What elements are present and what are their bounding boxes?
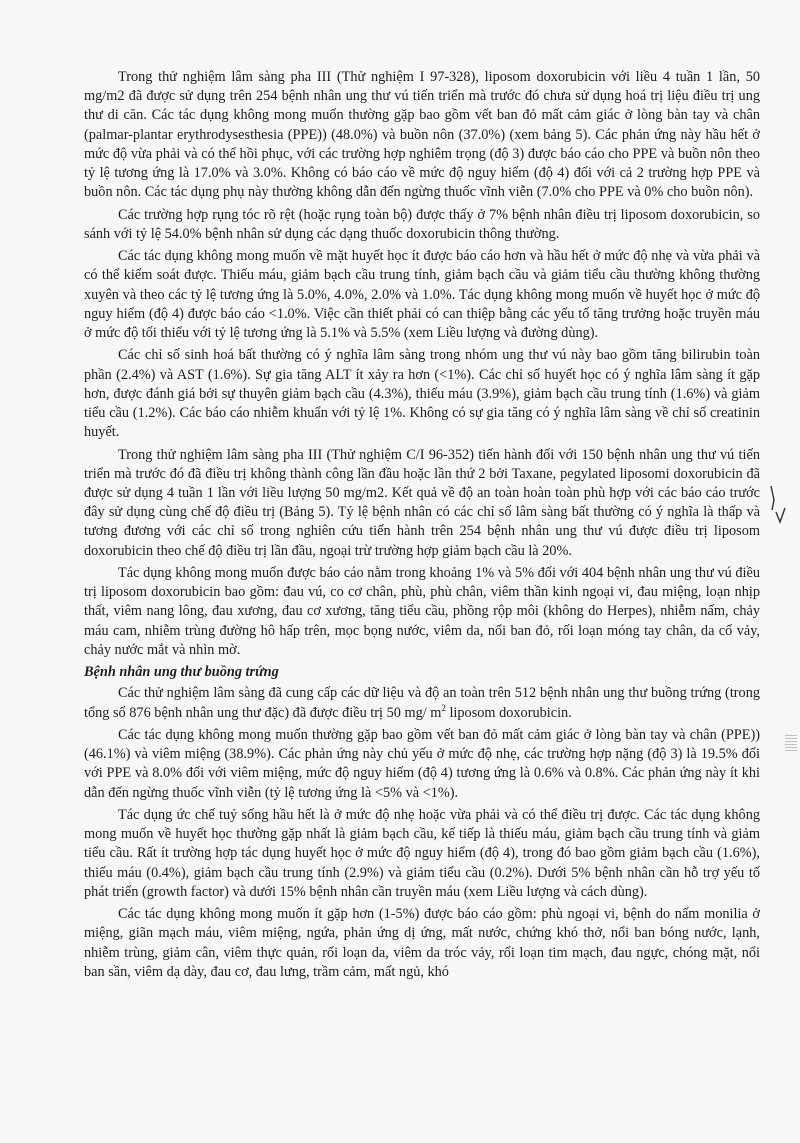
paragraph-ovarian-trials	[84, 684, 760, 722]
ovarian-trials-text-end: liposom doxorubicin.	[445, 704, 572, 721]
handwritten-check-mark-icon	[768, 482, 788, 530]
section-heading-ovarian-cancer: Bệnh nhân ung thư buồng trứng	[84, 664, 279, 681]
paragraph-ovarian-uncommon-effects: Các tác dụng không mong muốn ít gặp hơn (1-5%) được báo cáo gồm: phù ngoại vi, bệnh do nấm monilia ở miệng, giãn mạch máu, viêm miệng, ngứa, phản ứng dị ứng, mất nước, chứng khó thở, nổi ban bóng nước, lạnh, nhiễm trùng, giảm cân, viêm thực quản, rối loạn da, viêm da tróc vảy, rối loạn tim mạch, đau ngực, chóng mặt, nổi ban sần, viêm dạ dày, đau cơ, đau lưng, trầm cảm, mất ngủ, khó	[84, 906, 760, 980]
paragraph-trial-97-328: Trong thử nghiệm lâm sàng pha III (Thử nghiệm I 97-328), liposom doxorubicin với liều 4 tuần 1 lần, 50 mg/m2 đã được sử dụng trên 254 bệnh nhân ung thư vú tiến triển mà trước đó chưa sử dụng hoá trị liệu điều trị ung thư di căn. Các tác dụng không mong muốn thường gặp bao gồm vết ban đỏ mất cảm giác ở lòng bàn tay và chân (palmar-plantar erythrodysesthesia (PPE)) (48.0%) và buồn nôn (37.0%) (xem bảng 5). Các phản ứng này hầu hết ở mức độ vừa phải và có thể hồi phục, với các trường hợp nghiêm trọng (độ 3) được báo cáo cho PPE và buồn nôn theo tỷ lệ tương ứng là 17.0% và 3.0%. Không có báo cáo về mức độ nguy hiểm (độ 4) đối với cả 2 trường hợp PPE và buồn nôn. Các tác dụng phụ này thường không dẫn đến ngừng thuốc vĩnh viễn (7.0% cho PPE và 0% cho buồn nôn).	[84, 69, 760, 201]
document-page	[84, 68, 760, 985]
paragraph-breast-cancer-adverse-effects: Tác dụng không mong muốn được báo cáo nằm trong khoảng 1% và 5% đối với 404 bệnh nhân ung thư vú điều trị liposom doxorubicin bao gồm: đau vú, co cơ chân, phù, phù chân, viêm thần kinh ngoại vi, đau miệng, loạn nhịp thất, viêm nang lông, đau xương, đau cơ xương, tăng tiểu cầu, phồng rộp môi (không do Herpes), nhiễm nấm, chảy máu cam, nhiễm trùng đường hô hấp trên, mọc bọng nước, viêm da, nổi ban đỏ, rối loạn móng tay chân, da cố vảy, chảy nước mắt và nhìn mờ.	[84, 565, 760, 658]
paragraph-ovarian-common-effects: Các tác dụng không mong muốn thường gặp bao gồm vết ban đỏ mất cảm giác ở lòng bàn tay và chân (PPE)) (46.1%) và viêm miệng (38.9%). Các phản ứng này chủ yếu ở mức độ nhẹ, các trường hợp nặng (độ 3) là 19.5% đối với PPE và 8.0% đối với viêm miệng, mức độ nguy hiểm (độ 4) tương ứng là 0.6% và 0.8%. Các phản ứng này ít khi dẫn đến ngừng thuốc vĩnh viễn (tỷ lệ tương ứng là <5% và <1%).	[84, 727, 760, 801]
superscript-2: 2	[441, 702, 446, 713]
paragraph-ovarian-myelosuppression: Tác dụng ức chế tuỷ sống hầu hết là ở mức độ nhẹ hoặc vừa phải và có thể điều trị được. Các tác dụng không mong muốn về huyết học thường gặp nhất là giảm bạch cầu, kế tiếp là thiếu máu, giảm bạch cầu trung tính và giảm tiểu cầu. Rất ít trường hợp tác dụng huyết học ở mức độ nguy hiểm (độ 4), trong đó bao gồm giảm bạch cầu (1.6%), thiếu máu (0.4%), giảm bạch cầu trung tính (2.9%) và giảm tiểu cầu (0.2%). Dưới 5% bệnh nhân cần hỗ trợ yếu tố phát triển (growth factor) và dưới 15% bệnh nhân cần truyền máu (xem Liều lượng và cách dùng).	[84, 807, 760, 900]
paragraph-trial-96-352: Trong thử nghiệm lâm sàng pha III (Thử nghiệm C/I 96-352) tiến hành đối với 150 bệnh nhân ung thư vú tiến triển mà trước đó đã điều trị không thành công lần đầu hoặc lần thứ 2 bởi Taxane, pegylated liposomi doxorubicin đã được sử dụng 4 tuần 1 lần với liều lượng 50 mg/m2. Kết quả về độ an toàn hoàn toàn phù hợp với các báo cáo trước đây sử dụng cùng chế độ điều trị (Bảng 5). Tỷ lệ bệnh nhân có các chỉ số lâm sàng bất thường có ý nghĩa là thấp và tương đương với các chỉ số trong nghiên cứu tiến hành trên 254 bệnh nhân ung thư vú được điều trị liposom doxorubicin theo chế độ điều trị lần đầu, ngoại trừ trường hợp giảm bạch cầu là 20%.	[84, 446, 760, 559]
paragraph-hematologic-effects: Các tác dụng không mong muốn về mặt huyết học ít được báo cáo hơn và hầu hết ở mức độ nhẹ và vừa phải và có thể kiểm soát được. Thiếu máu, giảm bạch cầu trung tính, giảm bạch cầu và giảm tiểu cầu thường không thường xuyên và theo các tỷ lệ tương ứng là 5.0%, 4.0%, 2.0% và 1.0%. Tác dụng không mong muốn về huyết học ở mức độ nguy hiểm (độ 4) được báo cáo <1.0%. Việc cần thiết phải có can thiệp bằng các yếu tố tăng trưởng hoặc truyền máu ở mức độ tối thiểu với tỷ lệ tương ứng là 5.1% và 5.5% (xem Liều lượng và đường dùng).	[84, 248, 760, 342]
scan-edge-smudge	[785, 735, 797, 751]
paragraph-biochemical-abnormalities: Các chỉ số sinh hoá bất thường có ý nghĩa lâm sàng trong nhóm ung thư vú này bao gồm tăng bilirubin toàn phần (2.4%) và AST (1.6%). Sự gia tăng ALT ít xảy ra hơn (<1%). Các chỉ số huyết học có ý nghĩa lâm sàng ít gặp hơn, được đánh giá bởi sự thuyên giảm bạch cầu (4.3%), thiếu máu (3.9%), giảm bạch cầu trung tính (1.6%) và giảm tiểu cầu (1.2%). Các báo cáo nhiễm khuẩn với tỷ lệ 1%. Không có sự gia tăng có ý nghĩa lâm sàng về chỉ số creatinin huyết.	[84, 347, 760, 441]
ovarian-trials-text: Các thử nghiệm lâm sàng đã cung cấp các dữ liệu và độ an toàn trên 512 bệnh nhân ung thư buồng trứng (trong tổng số 876 bệnh nhân ung thư đặc) đã được điều trị 50 mg/ m	[84, 685, 760, 721]
paragraph-alopecia: Các trường hợp rụng tóc rõ rệt (hoặc rụng toàn bộ) được thấy ở 7% bệnh nhân điều trị liposom doxorubicin, so sánh với tỷ lệ 54.0% bệnh nhân sử dụng các dạng thuốc doxorubicin thông thường.	[84, 206, 760, 242]
